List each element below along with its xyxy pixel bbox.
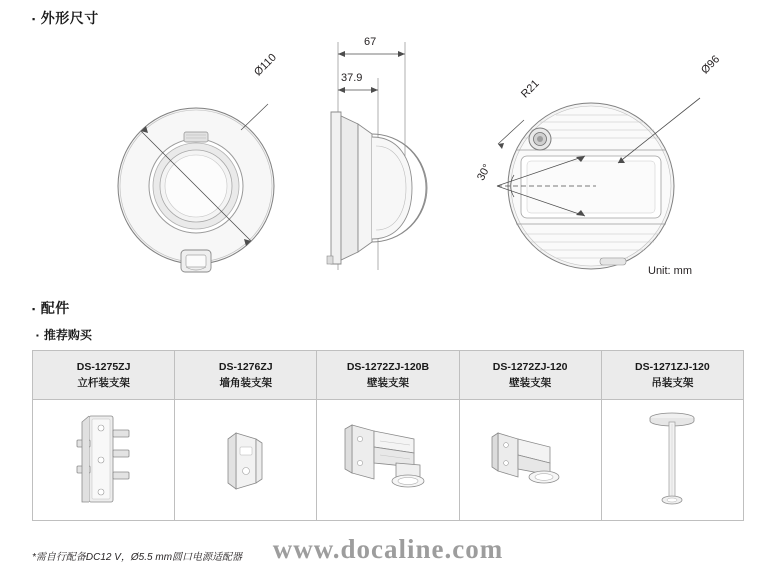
footnote-text: *需自行配备DC12 V，Ø5.5 mm圆口电源适配器 [32, 552, 243, 563]
pendant-mount-bracket-icon [602, 401, 743, 519]
table-cell [175, 400, 317, 521]
table-header-cell [601, 351, 743, 400]
dimension-drawings-svg [0, 20, 776, 285]
table-cell [601, 400, 743, 521]
front-view-drawing [118, 104, 274, 272]
watermark: www.docaline.com [272, 534, 504, 564]
accessory-model: DS-1276ZJ [218, 360, 273, 373]
page-title-accessories [32, 298, 70, 318]
dimension-drawings [0, 20, 776, 285]
table-header-row [33, 351, 744, 400]
table-header-cell [317, 351, 459, 400]
bullet-icon: ▪ [32, 304, 36, 315]
heading-accessories-label: 配件 [40, 300, 70, 316]
pole-mount-bracket-icon [33, 401, 174, 519]
table-header-cell [175, 351, 317, 400]
bullet-icon: ▪ [32, 14, 36, 25]
accessory-model: DS-1271ZJ-120 [635, 360, 710, 373]
corner-mount-bracket-icon [175, 401, 316, 519]
table-row [33, 400, 744, 521]
wall-mount-bracket-b-icon [317, 401, 458, 519]
table-header-cell [459, 351, 601, 400]
table-cell [33, 400, 175, 521]
accessory-name: 壁装支架 [509, 377, 552, 389]
heading-dimensions-label: 外形尺寸 [40, 10, 99, 26]
accessory-model: DS-1272ZJ-120B [346, 360, 430, 373]
table-cell [459, 400, 601, 521]
side-view-depth-label: 37.9 [341, 72, 363, 84]
front-view-diameter-label: Ø110 [252, 51, 279, 79]
accessory-model: DS-1275ZJ [76, 360, 131, 373]
subheading-recommended-label: 推荐购买 [43, 328, 92, 342]
side-view-width-label: 67 [364, 36, 377, 48]
table-cell [317, 400, 459, 521]
accessory-name: 立杆装支架 [77, 377, 130, 389]
rear-view-radius-label: R21 [519, 77, 542, 101]
table-header-cell [33, 351, 175, 400]
accessory-name: 壁装支架 [366, 377, 409, 389]
wall-mount-bracket-icon [460, 401, 601, 519]
unit-label: Unit: mm [648, 265, 692, 277]
subheading-recommended [36, 326, 92, 343]
rear-view-angle-label: 30° [475, 162, 494, 183]
rear-view-drawing [497, 98, 700, 269]
accessories-table [32, 350, 744, 521]
accessory-name: 吊装支架 [651, 377, 694, 389]
rear-view-diameter-label: Ø96 [699, 53, 723, 77]
accessory-name: 墙角装支架 [219, 377, 273, 389]
bullet-icon: ▪ [36, 331, 39, 341]
accessory-model: DS-1272ZJ-120 [492, 360, 568, 373]
